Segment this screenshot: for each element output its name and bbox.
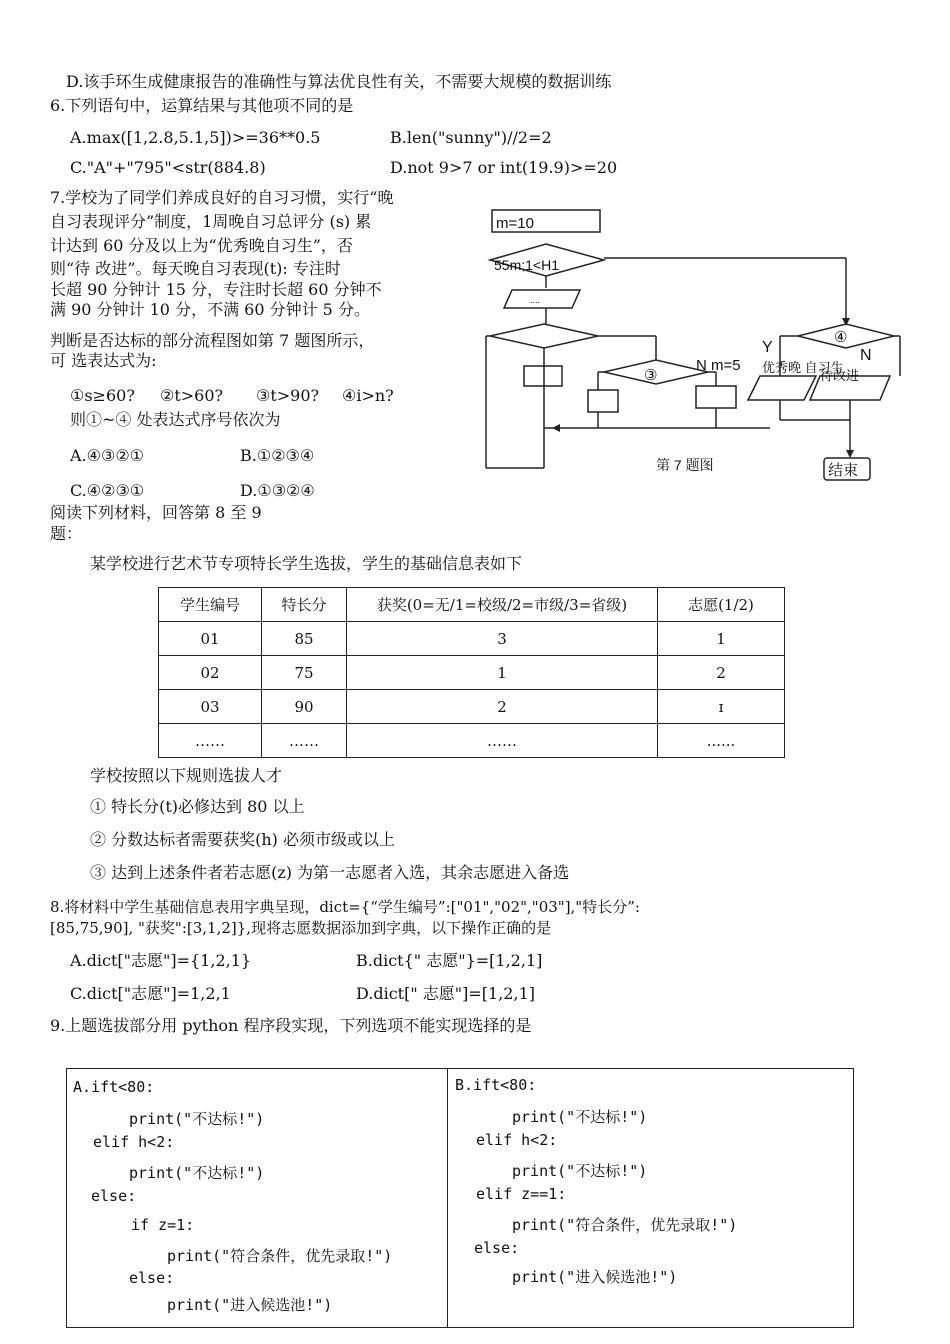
table-cell: 1 bbox=[347, 656, 658, 690]
table-cell: 2 bbox=[347, 690, 658, 724]
q7-stem-line: 长超 90 分钟计 15 分，专注时长超 60 分钟不 bbox=[50, 280, 382, 299]
rule-item: ② 分数达标者需要获奖(h) 必须市级或以上 bbox=[90, 830, 395, 849]
q7-expression: ①s≥60? bbox=[70, 386, 135, 405]
q7-prompt-line: 可 选表达式为: bbox=[50, 351, 157, 370]
code-a-line: print("符合条件，优先录取!") bbox=[167, 1247, 393, 1265]
flow-output-excellent-text: 优秀晚 自习生 bbox=[762, 360, 844, 375]
code-b-line: print("符合条件，优先录取!") bbox=[512, 1216, 738, 1234]
table-cell: ɪ bbox=[658, 690, 785, 724]
table-row bbox=[159, 656, 785, 690]
q6-option-b: B.len("sunny")//2=2 bbox=[390, 128, 552, 147]
table-cell: 01 bbox=[159, 622, 262, 656]
q6-option-a: A.max([1,2.8,5.1,5])>=36**0.5 bbox=[70, 128, 321, 147]
table-cell: 2 bbox=[658, 656, 785, 690]
q8-option-d: D.dict[" 志愿"]=[1,2,1] bbox=[356, 984, 535, 1003]
code-b-line: elif z==1: bbox=[476, 1185, 567, 1203]
q7-flowchart bbox=[470, 200, 910, 500]
flow-end-text: 结束 bbox=[828, 462, 859, 479]
q7-stem-line: 计达到 60 分及以上为“优秀晚自习生”，否 bbox=[50, 236, 353, 255]
table-header-cell: 获奖(0=无/1=校级/2=市级/3=省级) bbox=[347, 588, 658, 622]
code-a-line: print("不达标!") bbox=[129, 1110, 265, 1128]
q9-code-options bbox=[66, 1068, 854, 1328]
code-a-line: A.ift<80: bbox=[73, 1078, 155, 1096]
q9-stem: 9.上题选拔部分用 python 程序段实现，下列选项不能实现选择的是 bbox=[50, 1016, 532, 1035]
table-row bbox=[159, 724, 785, 758]
code-b-line: else: bbox=[474, 1239, 520, 1257]
table-cell: …… bbox=[262, 724, 347, 758]
table-cell: 02 bbox=[159, 656, 262, 690]
table-header-row bbox=[159, 588, 785, 622]
table-cell: 75 bbox=[262, 656, 347, 690]
q7-prompt-line: 判断是否达标的部分流程图如第 7 题图所示， bbox=[50, 331, 375, 350]
q7-expression: ③t>90? bbox=[256, 386, 320, 405]
q8-stem-line: 8.将材料中学生基础信息表用字典呈现，dict={“学生编号”:["01","02","03"],"特长分”: bbox=[50, 898, 640, 916]
table-cell: …… bbox=[159, 724, 262, 758]
code-a-line: print("进入候选池!") bbox=[167, 1296, 333, 1314]
flow-right-box bbox=[696, 386, 736, 408]
rule-item: ① 特长分(t)必修达到 80 以上 bbox=[90, 797, 305, 816]
q5-option-d: D.该手环生成健康报告的准确性与算法优良性有关，不需要大规模的数据训练 bbox=[66, 72, 612, 91]
material-lead: 某学校进行艺术节专项特长学生选拔，学生的基础信息表如下 bbox=[90, 554, 523, 573]
q6-option-c: C."A"+"795"<str(884.8) bbox=[70, 158, 266, 177]
table-cell: 85 bbox=[262, 622, 347, 656]
q6-option-d: D.not 9>7 or int(19.9)>=20 bbox=[390, 158, 618, 177]
q7-option-b: B.①②③④ bbox=[240, 446, 315, 465]
table-cell: 1 bbox=[658, 622, 785, 656]
table-header-cell: 特长分 bbox=[262, 588, 347, 622]
flow-diamond-4-label: ④ bbox=[834, 329, 848, 346]
flow-mid-box bbox=[588, 390, 618, 412]
flow-init-text: m=10 bbox=[496, 215, 534, 232]
table-header-cell: 志愿(1/2) bbox=[658, 588, 785, 622]
q7-stem-line: 则“待 改进”。每天晚自习表现(t): 专注时 bbox=[50, 259, 341, 278]
q8-option-b: B.dict{" 志愿"}=[1,2,1] bbox=[356, 951, 543, 970]
code-a-line: else: bbox=[129, 1269, 175, 1287]
student-info-table bbox=[158, 587, 785, 758]
flow-loop-text: 55m;1<H1 bbox=[494, 257, 559, 273]
q7-option-c: C.④②③① bbox=[70, 481, 145, 500]
code-a-line: elif h<2: bbox=[93, 1133, 175, 1151]
material-intro-line: 阅读下列材料，回答第 8 至 9 bbox=[50, 503, 262, 522]
table-row bbox=[159, 690, 785, 724]
q7-expression: ④i>n? bbox=[342, 386, 394, 405]
table-header-cell: 学生编号 bbox=[159, 588, 262, 622]
q6-stem: 6.下列语句中，运算结果与其他项不同的是 bbox=[50, 96, 354, 115]
q8-option-c: C.dict["志愿"]=1,2,1 bbox=[70, 984, 231, 1003]
flow-output-improve-text: 待改进 bbox=[820, 368, 860, 383]
code-b-line: print("进入候选池!") bbox=[512, 1268, 678, 1286]
q7-stem-line: 满 90 分钟计 10 分，不满 60 分钟计 5 分。 bbox=[50, 300, 370, 319]
q7-stem-line: 自习表现评分”制度，1周晚自习总评分 (s) 累 bbox=[50, 212, 372, 231]
table-cell: …… bbox=[347, 724, 658, 758]
flow-decision-diamond bbox=[490, 324, 598, 348]
code-b-line: print("不达标!") bbox=[512, 1108, 648, 1126]
code-b-line: elif h<2: bbox=[476, 1131, 558, 1149]
q7-option-a: A.④③②① bbox=[70, 446, 145, 465]
code-b-line: print("不达标!") bbox=[512, 1162, 648, 1180]
flow-no-label: N bbox=[860, 347, 872, 364]
table-cell: ...... bbox=[658, 724, 785, 758]
q7-order-prompt: 则①~④ 处表达式序号依次为 bbox=[70, 410, 281, 429]
flow-input-parallelogram bbox=[504, 290, 580, 308]
q7-stem-line: 7.学校为了同学们养成良好的自习习惯，实行“晚 bbox=[50, 188, 394, 207]
flow-left-box bbox=[524, 366, 562, 386]
code-a-line: print("不达标!") bbox=[129, 1164, 265, 1182]
code-a-line: if z=1: bbox=[131, 1216, 195, 1234]
code-a-line: else: bbox=[91, 1187, 137, 1205]
q7-option-d: D.①③②④ bbox=[240, 481, 315, 500]
rules-title: 学校按照以下规则选拔人才 bbox=[90, 766, 283, 785]
flow-yes-label: Y bbox=[762, 339, 773, 356]
rule-item: ③ 达到上述条件者若志愿(z) 为第一志愿者入选，其余志愿进入备选 bbox=[90, 863, 570, 882]
q8-stem-line: [85,75,90], "获奖":[3,1,2]},现将志愿数据添加到字典，以下操作正确的是 bbox=[50, 919, 552, 937]
flow-diamond-3-label: ③ bbox=[644, 367, 658, 384]
material-intro-line: 题： bbox=[50, 524, 83, 543]
table-cell: 03 bbox=[159, 690, 262, 724]
table-cell: 90 bbox=[262, 690, 347, 724]
flow-dots: .... bbox=[530, 295, 541, 305]
flow-caption: 第 7 题图 bbox=[656, 457, 714, 473]
table-cell: 3 bbox=[347, 622, 658, 656]
flow-output-excellent bbox=[748, 376, 816, 400]
q7-expression: ②t>60? bbox=[160, 386, 224, 405]
code-divider bbox=[447, 1069, 448, 1327]
code-b-line: B.ift<80: bbox=[455, 1076, 537, 1094]
q8-option-a: A.dict["志愿"]={1,2,1} bbox=[70, 951, 252, 970]
flow-branch-label: N m=5 bbox=[696, 357, 741, 374]
table-row bbox=[159, 622, 785, 656]
